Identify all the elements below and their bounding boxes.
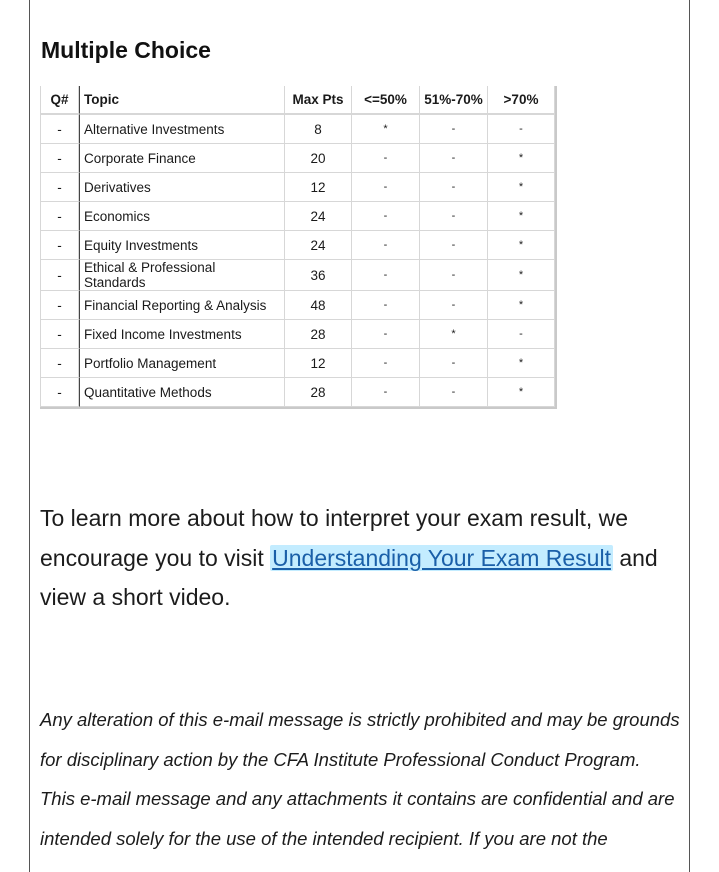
understanding-exam-result-link[interactable]: Understanding Your Exam Result bbox=[272, 544, 611, 571]
cell-range-high: * bbox=[488, 349, 555, 378]
cell-range-mid: - bbox=[420, 231, 488, 260]
cell-q: - bbox=[40, 231, 79, 260]
interpret-paragraph bbox=[40, 499, 680, 618]
cell-range-high: * bbox=[488, 173, 555, 202]
cell-max-pts: 36 bbox=[285, 260, 352, 291]
cell-range-low: - bbox=[352, 202, 420, 231]
table-row bbox=[40, 114, 555, 144]
cell-range-low: * bbox=[352, 114, 420, 144]
cell-topic: Corporate Finance bbox=[79, 144, 285, 173]
cell-max-pts: 24 bbox=[285, 231, 352, 260]
cell-range-mid: * bbox=[420, 320, 488, 349]
cell-topic: Economics bbox=[79, 202, 285, 231]
cell-range-high: * bbox=[488, 231, 555, 260]
header-q: Q# bbox=[40, 86, 79, 114]
cell-topic: Equity Investments bbox=[79, 231, 285, 260]
cell-topic: Portfolio Management bbox=[79, 349, 285, 378]
table-row bbox=[40, 349, 555, 378]
cell-range-high: * bbox=[488, 260, 555, 291]
cell-range-low: - bbox=[352, 173, 420, 202]
section-title: Multiple Choice bbox=[41, 37, 211, 63]
cell-max-pts: 12 bbox=[285, 173, 352, 202]
cell-max-pts: 48 bbox=[285, 291, 352, 320]
cell-range-mid: - bbox=[420, 144, 488, 173]
cell-range-low: - bbox=[352, 291, 420, 320]
cell-q: - bbox=[40, 144, 79, 173]
table-row bbox=[40, 291, 555, 320]
cell-range-high: - bbox=[488, 114, 555, 144]
cell-range-mid: - bbox=[420, 173, 488, 202]
cell-q: - bbox=[40, 320, 79, 349]
cell-range-low: - bbox=[352, 260, 420, 291]
table-row bbox=[40, 231, 555, 260]
cell-range-low: - bbox=[352, 378, 420, 407]
header-range-mid: 51%-70% bbox=[420, 86, 488, 114]
cell-range-mid: - bbox=[420, 260, 488, 291]
cell-range-low: - bbox=[352, 320, 420, 349]
table-row bbox=[40, 202, 555, 231]
cell-max-pts: 24 bbox=[285, 202, 352, 231]
cell-range-mid: - bbox=[420, 291, 488, 320]
cell-topic: Ethical & Professional Standards bbox=[79, 260, 285, 291]
header-topic: Topic bbox=[79, 86, 285, 114]
cell-range-mid: - bbox=[420, 114, 488, 144]
cell-max-pts: 28 bbox=[285, 320, 352, 349]
cell-range-mid: - bbox=[420, 349, 488, 378]
cell-q: - bbox=[40, 378, 79, 407]
disclaimer bbox=[40, 700, 690, 858]
cell-topic: Derivatives bbox=[79, 173, 285, 202]
cell-max-pts: 8 bbox=[285, 114, 352, 144]
cell-q: - bbox=[40, 349, 79, 378]
interpret-text-before: To learn more about how to interpret your exam result, we encourage you to visit bbox=[40, 505, 629, 571]
header-range-low: <=50% bbox=[352, 86, 420, 114]
cell-max-pts: 28 bbox=[285, 378, 352, 407]
cell-range-low: - bbox=[352, 144, 420, 173]
cell-q: - bbox=[40, 114, 79, 144]
cell-q: - bbox=[40, 202, 79, 231]
table-row bbox=[40, 378, 555, 407]
table-row bbox=[40, 320, 555, 349]
cell-topic: Alternative Investments bbox=[79, 114, 285, 144]
cell-topic: Quantitative Methods bbox=[79, 378, 285, 407]
disclaimer-confidential-text: This e-mail message and any attachments it contains are confidential and are intended solely for the use of the intended recipient. If you are not the bbox=[40, 788, 675, 849]
cell-range-mid: - bbox=[420, 202, 488, 231]
disclaimer-alteration-text: Any alteration of this e-mail message is strictly prohibited and may be grounds for disciplinary action by the CFA Institute Professional Conduct Program. bbox=[40, 709, 680, 770]
cell-range-high: - bbox=[488, 320, 555, 349]
cell-max-pts: 20 bbox=[285, 144, 352, 173]
interpret-text-after: and view a short video. bbox=[40, 544, 658, 610]
cell-range-low: - bbox=[352, 349, 420, 378]
header-max-pts: Max Pts bbox=[285, 86, 352, 114]
cell-max-pts: 12 bbox=[285, 349, 352, 378]
table-row bbox=[40, 173, 555, 202]
cell-range-high: * bbox=[488, 202, 555, 231]
cell-range-high: * bbox=[488, 378, 555, 407]
cell-range-high: * bbox=[488, 291, 555, 320]
header-range-high: >70% bbox=[488, 86, 555, 114]
results-table bbox=[40, 86, 557, 409]
cell-topic: Financial Reporting & Analysis bbox=[79, 291, 285, 320]
cell-range-low: - bbox=[352, 231, 420, 260]
table-row bbox=[40, 260, 555, 291]
table-header-row bbox=[40, 86, 555, 114]
table-row bbox=[40, 144, 555, 173]
cell-topic: Fixed Income Investments bbox=[79, 320, 285, 349]
cell-range-mid: - bbox=[420, 378, 488, 407]
cell-q: - bbox=[40, 260, 79, 291]
cell-q: - bbox=[40, 173, 79, 202]
cell-range-high: * bbox=[488, 144, 555, 173]
cell-q: - bbox=[40, 291, 79, 320]
